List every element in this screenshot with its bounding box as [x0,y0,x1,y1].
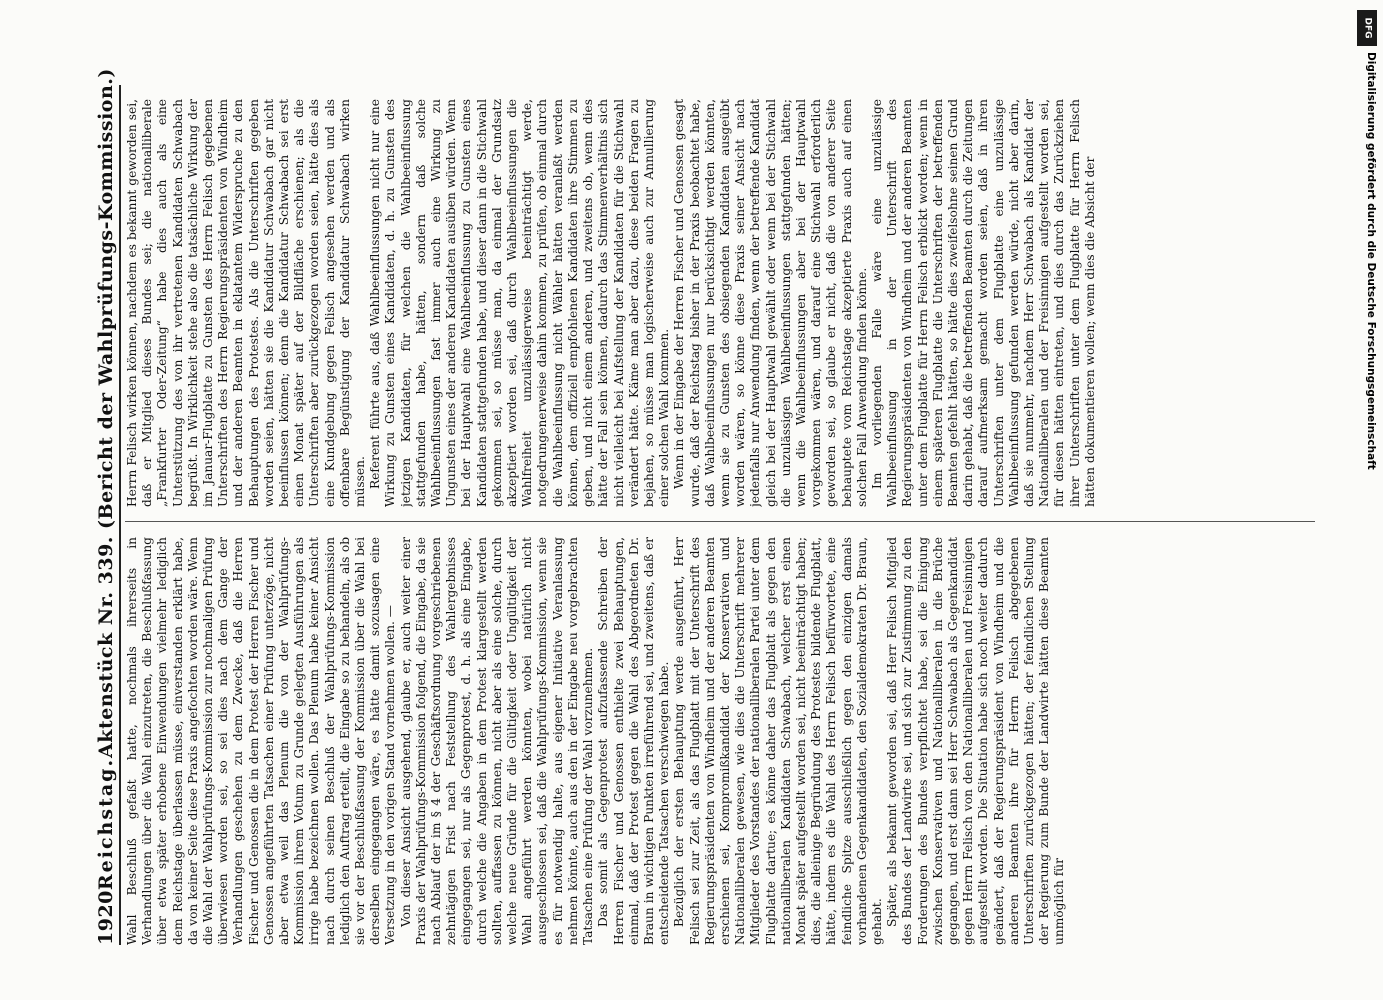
paragraph: Wahl Beschluß gefaßt hatte, nochmals ihrerseits in Verhandlungen über die Wahl einzutreten, die Beschlußfassung über etwa später erhobene Einwendungen vielmehr lediglich dem Reichstage überlassen müsse, einverstanden erklärt habe, da von keiner Seite diese Praxis angefochten worden wäre. Wenn die Wahl der Wahlprüfungs-Kommission zur nochmaligen Prüfung überwiesen worden sei, so sei dies nach dem Gange der Verhandlungen geschehen zu dem Zwecke, daß die Herren Fischer und Genossen die in dem Protest der Herren Fischer und Genossen angeführten Tatsachen einer Prüfung unterzöge, nicht aber etwa weil das Plenum die von der Wahlprüfungs-Kommission ihrem Votum zu Grunde gelegten Ausführungen als irrige habe bezeichnen wollen. Das Plenum habe keiner Ansicht nach durch seinen Beschluß der Wahlprüfungs-Kommission lediglich den Auftrag erteilt, die Eingabe so zu behandeln, als ob sie vor der Beschlußfassung der Kommission über die Wahl bei derselben eingegangen wäre, es hätte damit sozusagen eine Versetzung in den vorigen Stand vornehmen wollen. — [125,537,398,945]
paragraph: Referent führte aus, daß Wahlbeeinflussungen nicht nur eine Wirkung zu Gunsten eines Kandidaten, d. h. zu Gunsten des jetzigen Kandidaten, für welchen die Wahlbeeinflussung stattgefunden habe, hätten, sondern daß solche Wahlbeeinflussungen fast immer auch eine Wirkung zu Ungunsten eines der anderen Kandidaten ausüben würden. Wenn bei der Hauptwahl eine Wahlbeeinflussung zu Gunsten eines Kandidaten stattgefunden habe, und dieser dann in die Stichwahl gekommen sei, so müsse man, da einmal der Grundsatz akzeptiert worden sei, daß durch Wahlbeeinflussungen die Wahlfreiheit unzulässigerweise beeinträchtigt werde, notgedrungenerweise dahin kommen, zu prüfen, ob einmal durch die Wahlbeeinflussung nicht Wähler hätten veranlaßt werden können, dem offiziell empfohlenen Kandidaten ihre Stimmen zu geben, und nicht einem anderen, und zweitens ob, wenn dies hätte der Fall sein können, dadurch das Stimmenverhältnis sich nicht vielleicht bei Aufstellung der Kandidaten für die Stichwahl verändert hätte. Käme man aber dazu, diese beiden Fragen zu bejahen, so müsse man logischerweise auch zur Annullierung einer solchen Wahl kommen. [368,99,672,507]
rotated-page [95,68,1325,945]
paragraph: Wenn in der Eingabe der Herren Fischer und Genossen gesagt wurde, daß der Reichstag bisher in der Praxis beobachtet habe, daß Wahlbeeinflussungen nur berücksichtigt werden könnten, wenn sie zu Gunsten des obsiegenden Kandidaten ausgeübt worden wären, so könne diese Praxis seiner Ansicht nach jedenfalls nur Anwendung finden, wenn der betreffende Kandidat gleich bei der Hauptwahl gewählt oder wenn bei der Stichwahl die unzulässigen Wahlbeeinflussungen stattgefunden hätten; wenn die Wahlbeeinflussungen aber bei der Hauptwahl vorgekommen wären, und darauf eine Stichwahl erforderlich geworden sei, so glaube er nicht, daß die von anderer Seite behauptete vom Reichstage akzeptierte Praxis auch auf einen solchen Fall Anwendung finden könne. [672,99,869,507]
page-header [95,68,117,945]
paragraph: Von dieser Ansicht ausgehend, glaube er, auch weiter einer Praxis der Wahlprüfungs-Kommission folgend, die Eingabe, da sie nach Ablauf der im § 4 der Geschäftsordnung vorgeschriebenen zehntägigen Frist nach Feststellung des Wahlergebnisses eingegangen sei, nur als Gegenprotest, d. h. als eine Eingabe, durch welche die Angaben in dem Protest klargestellt werden sollten, auffassen zu können, nicht aber als eine solche, durch welche neue Gründe für die Gültigkeit oder Ungültigkeit der Wahl angeführt werden könnten, wobei natürlich nicht ausgeschlossen sei, daß die Wahlprüfungs-Kommission, wenn sie es für notwendig halte, aus eigener Initiative Veranlassung nehmen könnte, auch aus den in der Eingabe neu vorgebrachten Tatsachen eine Prüfung der Wahl vorzunehmen. [398,537,596,945]
paragraph: Bezüglich der ersten Behauptung werde ausgeführt, Herr Felisch sei zur Zeit, als das Flugblatt mit der Unterschrift des Regierungspräsidenten von Windheim und der anderen Beamten erschienen sei, Kompromißkandidat der Konservativen und Nationalliberalen gewesen, wie dies die Unterschrift mehrerer Mitglieder des Vorstandes der nationalliberalen Partei unter dem Flugblatte dartue; es könne daher das Flugblatt als gegen den nationalliberalen Kandidaten Schwabach, welcher erst einen Monat später aufgestellt worden sei, nicht beeinträchtigt haben; dies, die alleinige Begründung des Protestes bildende Flugblatt, hätte, indem es die Wahl des Herrn Felisch befürwortete, eine feindliche Spitze ausschließlich gegen den einzigen damals vorhandenen Gegenkandidaten, den Sozialdemokraten Dr. Braun, gehabt. [672,537,884,945]
document-title: Aktenstück Nr. 339. (Bericht der Wahlprüfungs-Kommission.) [95,68,117,758]
paragraph: Im vorliegenden Falle wäre eine unzulässige Wahlbeeinflussung in der Unterschrift des Regierungspräsidenten von Windheim und der anderen Beamten unter dem Flugblatte für Herrn Felisch erblickt worden; wenn in einem späteren Flugblatte die Unterschriften der betreffenden Beamten gefehlt hätten, so hätte dies zweifelsohne seinen Grund darin gehabt, daß die betreffenden Beamten durch die Zeitungen darauf aufmerksam gemacht worden seien, daß in ihren Unterschriften unter dem Flugblatte eine unzulässige Wahlbeeinflussung gefunden werden würde, nicht aber darin, daß sie nunmehr, nachdem Herr Schwabach als Kandidat der Nationalliberalen und der Freisinnigen aufgestellt worden sei, für diesen hätten eintreten, und dies durch das Zurückziehen ihrer Unterschriften unter dem Flugblatte für Herrn Felisch hätten dokumentieren wollen; wenn dies die Absicht der [869,99,1097,507]
paragraph: Das somit als Gegenprotest aufzufassende Schreiben der Herren Fischer und Genossen enthielte zwei Behauptungen, einmal, daß der Protest gegen die Wahl des Abgeordneten Dr. Braun in wichtigen Punkten irreführend sei, und zweitens, daß er entscheidende Tatsachen verschwiegen habe. [596,537,672,945]
paragraph: Herrn Felisch wirken können, nachdem es bekannt geworden sei, daß er Mitglied dieses Bundes sei; die nationalliberale „Frankfurter Oder-Zeitung“ habe dies auch als eine Unterstützung des von ihr vertretenen Kandidaten Schwabach begrüßt. In Wirklichkeit stehe also die tatsächliche Wirkung der im Januar-Flugblatte zu Gunsten des Herrn Felisch gegebenen Unterschriften des Herrn Regierungspräsidenten von Windheim und der anderen Beamten in eklatantem Widerspruche zu den Behauptungen des Protestes. Als die Unterschriften gegeben worden seien, hätten sie die Kandidatur Schwabach gar nicht beeinflussen können; denn die Kandidatur Schwabach sei erst einen Monat später auf der Bildfläche erschienen; als die Unterschriften aber zurückgezogen worden seien, hätte dies als eine Kundgebung gegen Felisch angesehen werden und als offenbare Begünstigung der Kandidatur Schwabach wirken müssen. [125,99,368,507]
dfg-logo-text: DFG [1362,17,1373,39]
header-rule [119,85,121,945]
dfg-logo [1357,10,1377,46]
column-divider [125,521,1315,522]
publication-name: Reichstag. [95,757,117,891]
page-number: 1920 [95,890,117,945]
paragraph: Später, als bekannt geworden sei, daß Herr Felisch Mitglied des Bundes der Landwirte sei, und sich zur Zustimmung zu den Forderungen des Bundes verpflichtet habe, sei die Einigung zwischen Konservativen und Nationalliberalen in die Brüche gegangen, und erst dann sei Herr Schwabach als Gegenkandidat gegen Herrn Felisch von den Nationalliberalen und Freisinnigen aufgestellt worden. Die Situation habe sich noch weiter dadurch geändert, daß der Regierungspräsident von Windheim und die anderen Beamten ihre für Herrn Felisch abgegebenen Unterschriften zurückgezogen hätten; der feindlichen Stellung der Regierung zum Bunde der Landwirte hätten diese Beamten unmöglich für [885,537,1067,945]
text-column-right [125,99,1320,507]
digitization-note: Digitalisierung gefördert durch die Deutsche Forschungsgemeinschaft [1365,52,1377,470]
text-column-left [125,537,1320,945]
digitization-footer [1357,10,1377,690]
